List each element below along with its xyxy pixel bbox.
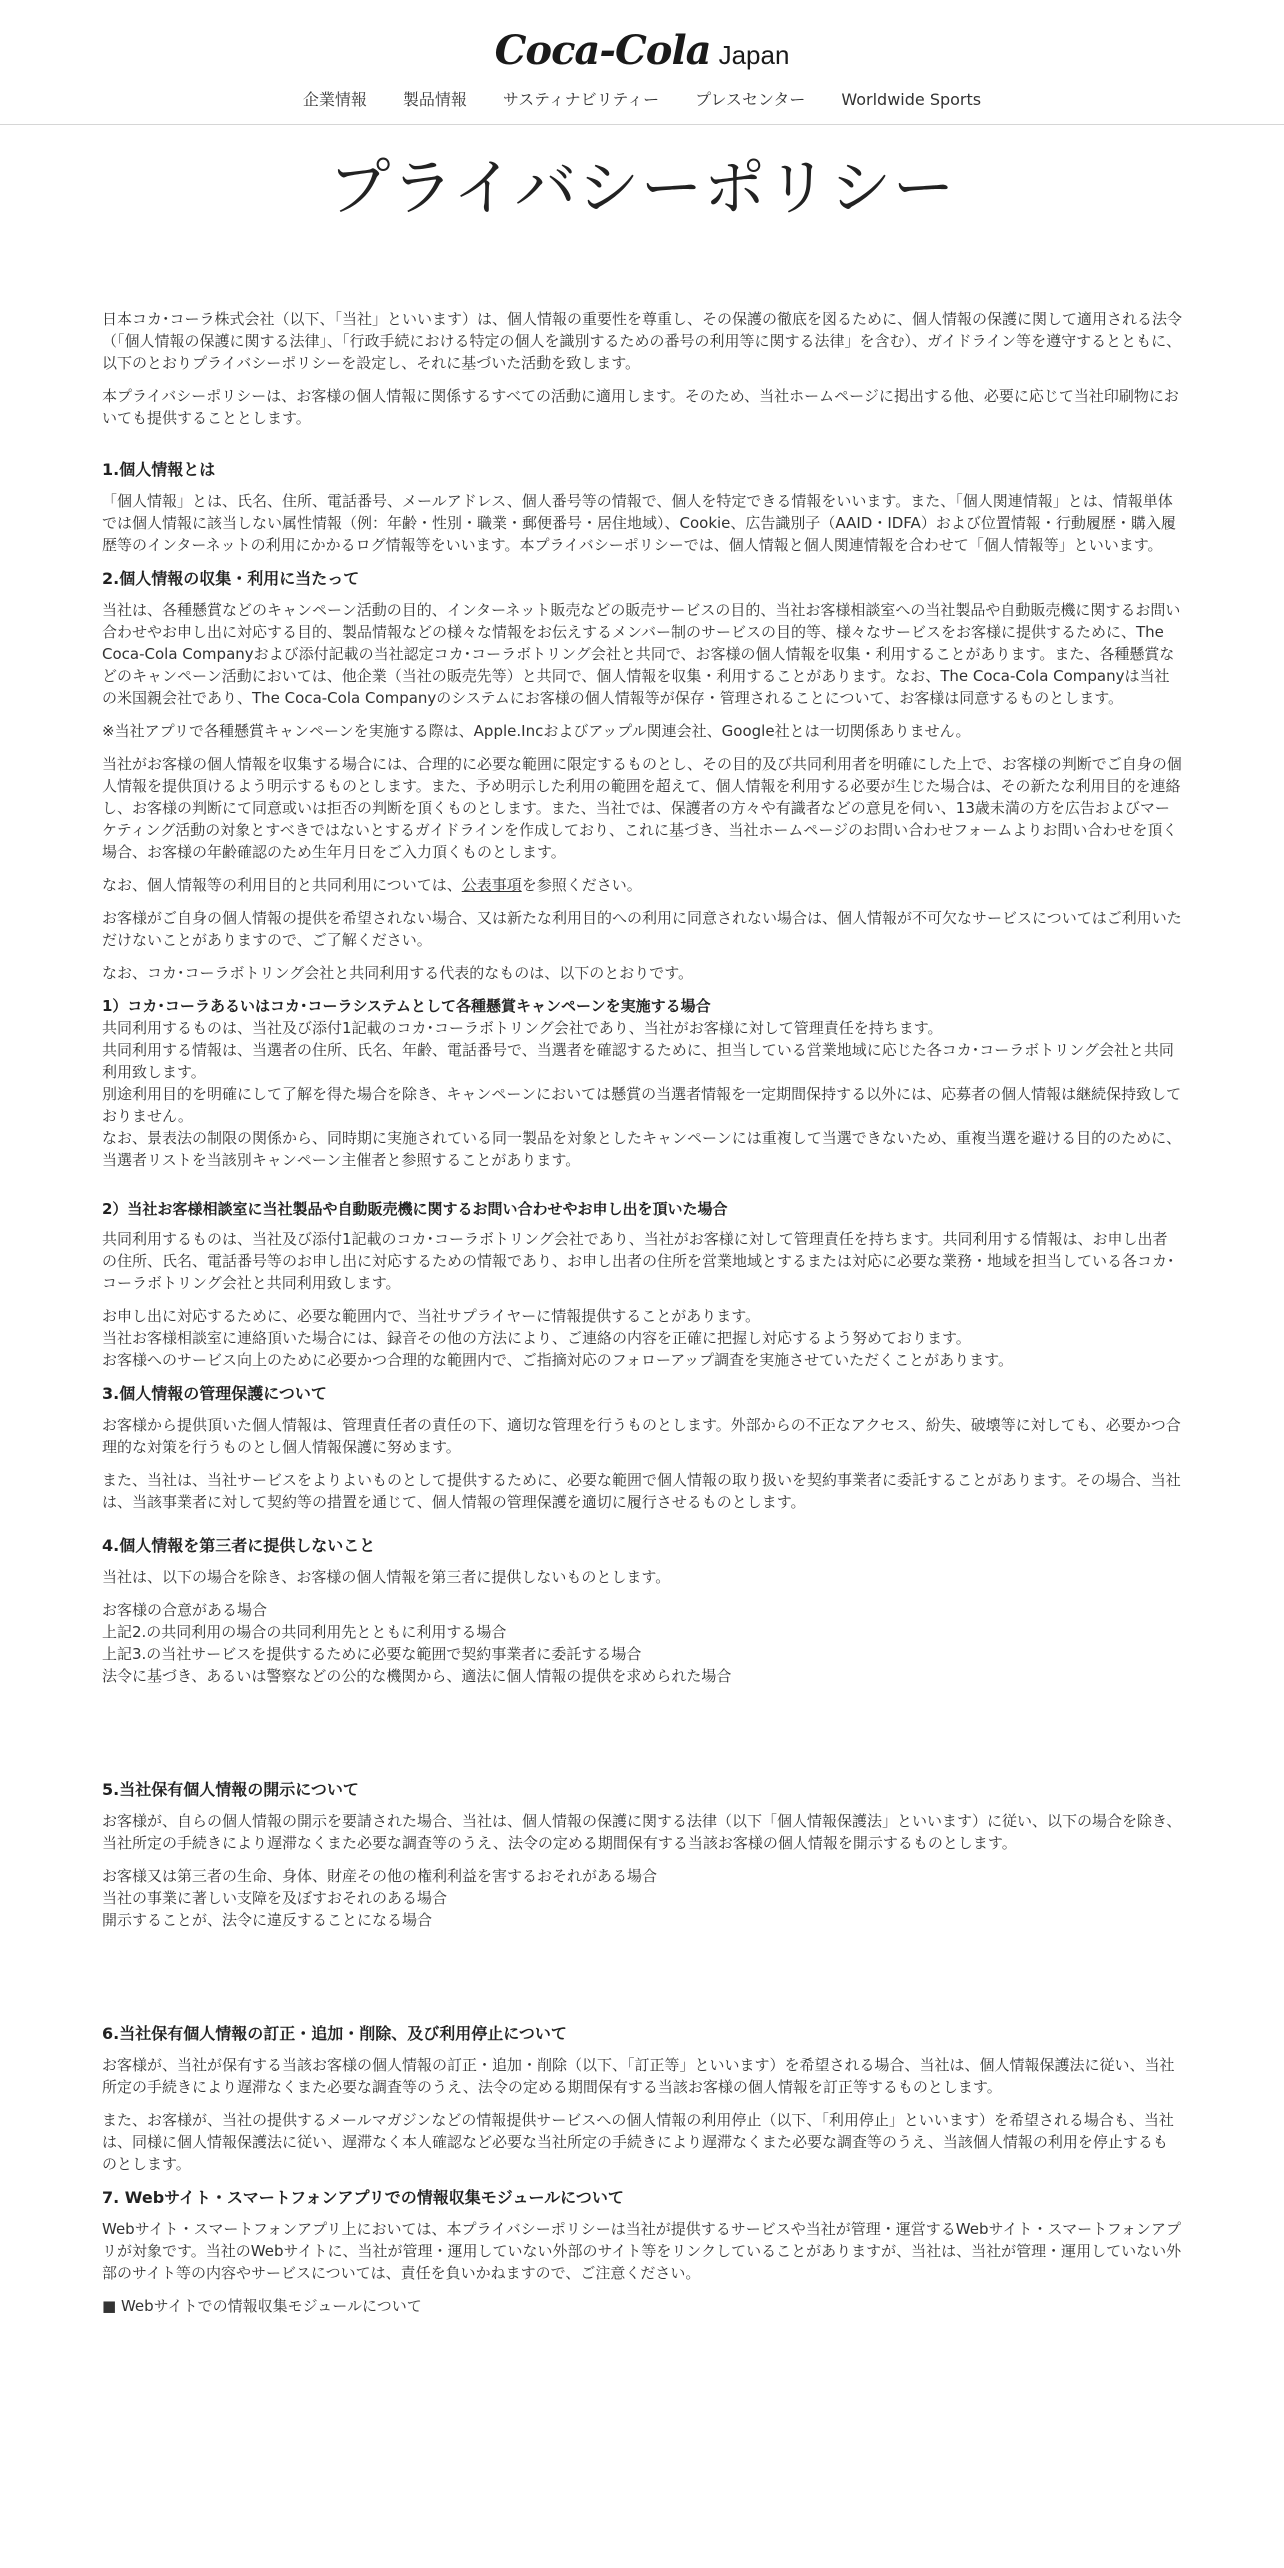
main-nav [0, 86, 1284, 116]
section-heading: 7. Webサイト・スマートフォンアプリでの情報収集モジュールについて [102, 2188, 624, 2207]
subsection-line: 当社お客様相談室に連絡頂いた場合には、録音その他の方法により、ご連絡の内容を正確に把握し対応するよう努めております。 [102, 1329, 971, 1347]
list-item: 法令に基づき、あるいは警察などの公的な機関から、適法に個人情報の提供を求められた場合 [102, 1667, 732, 1685]
nav-item-sustainability[interactable]: サスティナビリティー [502, 90, 660, 109]
nav-item-products[interactable]: 製品情報 [402, 90, 467, 109]
intro-paragraph: 日本コカ･コーラ株式会社（以下、「当社」といいます）は、個人情報の重要性を尊重し、その保護の徹底を図るために、個人情報の保護に関して適用される法令（「個人情報の保護に関する法律」、「行政手続における特定の個人を識別するための番号の利用等に関する法律」を含む）、ガイドライン等を遵守するとともに、以下のとおりプライバシーポリシーを設定し、それに基づいた活動を致します。 [102, 310, 1183, 372]
subsection-line: 別途利用目的を明確にして了解を得た場合を除き、キャンペーンにおいては懸賞の当選者情報を一定期間保持する以外には、応募者の個人情報は継続保持致しておりません。 [102, 1085, 1182, 1125]
list-item: 開示することが、法令に違反することになる場合 [102, 1911, 433, 1929]
section-paragraph: ※当社アプリで各種懸賞キャンペーンを実施する際は、Apple.Incおよびアップル関連会社、Google社とは一切関係ありません。 [102, 722, 971, 740]
condition-list [102, 1599, 1182, 1687]
list-item: 上記3.の当社サービスを提供するために必要な範囲で契約事業者に委託する場合 [102, 1645, 642, 1663]
section-heading: 2.個人情報の収集・利用に当たって [102, 569, 360, 588]
section-heading: 4.個人情報を第三者に提供しないこと [102, 1536, 376, 1555]
subsection-heading: 2）当社お客様相談室に当社製品や自動販売機に関するお問い合わせやお申し出を頂いた場合 [102, 1200, 728, 1218]
section-paragraph [102, 874, 1182, 896]
subsection-line: お客様へのサービス向上のために必要かつ合理的な範囲内で、ご指摘対応のフォローアップ調査を実施させていただくことがあります。 [102, 1351, 1013, 1369]
policy-content [102, 308, 1182, 2328]
section-paragraph: 当社は、各種懸賞などのキャンペーン活動の目的、インターネット販売などの販売サービスの目的、当社お客様相談室への当社製品や自動販売機に関するお問い合わせやお申し出に対応する目的、製品情報などの様々な情報をお伝えするメンバー制のサービスの目的等、様々なサービスをお客様に提供するために、The Coca-Cola Companyおよび添付記載の当社認定コカ･コーラボトリング会社と共同で、お客様の個人情報を収集・利用することがあります。また、各種懸賞などのキャンペーン活動においては、他企業（当社の販売先等）と共同で、個人情報を収集・利用することがあります。なお、The Coca-Cola Companyは当社の米国親会社であり、The Coca-Cola Companyのシステムにお客様の個人情報等が保存・管理されることについて、お客様は同意するものとします。 [102, 601, 1181, 707]
list-item: 当社の事業に著しい支障を及ぼすおそれのある場合 [102, 1889, 448, 1907]
section-heading: 6.当社保有個人情報の訂正・追加・削除、及び利用停止について [102, 2024, 567, 2043]
section-paragraph: 当社は、以下の場合を除き、お客様の個人情報を第三者に提供しないものとします。 [102, 1568, 671, 1586]
section-heading: 1.個人情報とは [102, 460, 216, 479]
list-item: お客様の合意がある場合 [102, 1601, 268, 1619]
section-paragraph: 「個人情報」とは、氏名、住所、電話番号、メールアドレス、個人番号等の情報で、個人を特定できる情報をいいます。また、「個人関連情報」とは、情報単体では個人情報に該当しない属性情報（例：年齢・性別・職業・郵便番号・居住地域）、Cookie、広告識別子（AAID・IDFA）および位置情報・行動履歴・購入履歴等のインターネットの利用にかかるログ情報等をいいます。本プライバシーポリシーでは、個人情報と個人関連情報を合わせて「個人情報等」といいます。 [102, 492, 1176, 554]
section-paragraph: また、お客様が、当社の提供するメールマガジンなどの情報提供サービスへの個人情報の利用停止（以下、「利用停止」といいます）を希望される場合も、当社は、同様に個人情報保護法に従い、遅滞なく本人確認など必要な当社所定の手続きにより遅滞なくまた必要な調査等のうえ、当該個人情報の利用を停止するものとします。 [102, 2111, 1174, 2173]
section-paragraph: 当社がお客様の個人情報を収集する場合には、合理的に必要な範囲に限定するものとし、その目的及び共同利用者を明確にした上で、お客様の判断でご自身の個人情報を提供頂けるよう明示するものとします。また、予め明示した利用の範囲を超えて、個人情報を利用する必要が生じた場合は、その新たな利用目的を連絡し、お客様の判断にて同意或いは拒否の判断を頂くものとします。また、当社では、保護者の方々や有識者などの意見を伺い、13歳未満の方を広告およびマーケティング活動の対象とすべきではないとするガイドラインを作成しており、これに基づき、当社ホームページのお問い合わせフォームよりお問い合わせを頂く場合、お客様の年齢確認のため生年月日をご入力頂くものとします。 [102, 755, 1182, 861]
section-paragraph: お客様が、自らの個人情報の開示を要請された場合、当社は、個人情報の保護に関する法律（以下「個人情報保護法」といいます）に従い、以下の場合を除き、当社所定の手続きにより遅滞なくまた必要な調査等のうえ、法令の定める期間保有する当該お客様の個人情報を開示するものとします。 [102, 1812, 1182, 1852]
subsection-heading: 1）コカ･コーラあるいはコカ･コーラシステムとして各種懸賞キャンペーンを実施する場合 [102, 997, 711, 1015]
subsection [102, 995, 1182, 1171]
subsection-line: なお、景表法の制限の関係から、同時期に実施されている同一製品を対象としたキャンペーンには重複して当選できないため、重複当選を避ける目的のために、当選者リストを当該別キャンペーン主催者と参照することがあります。 [102, 1129, 1182, 1169]
section-paragraph: お客様が、当社が保有する当該お客様の個人情報の訂正・追加・削除（以下、「訂正等」といいます）を希望される場合、当社は、個人情報保護法に従い、当社所定の手続きにより遅滞なくまた必要な調査等のうえ、法令の定める期間保有する当該お客様の個人情報を訂正等するものとします。 [102, 2056, 1175, 2096]
section-heading: 3.個人情報の管理保護について [102, 1384, 327, 1403]
brand-logo-link[interactable] [0, 18, 1284, 74]
subsection-line: お申し出に対応するために、必要な範囲内で、当社サプライヤーに情報提供することがあります。 [102, 1307, 761, 1325]
list-item: 上記2.の共同利用の場合の共同利用先とともに利用する場合 [102, 1623, 507, 1641]
subsection [102, 1305, 1182, 1371]
section-paragraph: お客様がご自身の個人情報の提供を希望されない場合、又は新たな利用目的への利用に同意されない場合は、個人情報が不可欠なサービスについてはご利用いただけないことがありますので、ご了解ください。 [102, 909, 1182, 949]
nav-item-press-center[interactable]: プレスセンター [695, 90, 806, 109]
brand-suffix[interactable]: Japan [718, 40, 790, 70]
public-notice-link[interactable]: 公表事項 [461, 876, 522, 894]
text-fragment: を参照ください。 [521, 876, 642, 894]
subsection-paragraph: 共同利用するものは、当社及び添付1記載のコカ･コーラボトリング会社であり、当社がお客様に対して管理責任を持ちます。共同利用する情報は、お申し出者の住所、氏名、電話番号等のお申し出に対応するための情報であり、お申し出者の住所を営業地域とするまたは対応に必要な業務・地域を担当している各コカ･コーラボトリング会社と共同利用致します。 [102, 1230, 1175, 1292]
nav-item-corporate[interactable]: 企業情報 [302, 90, 367, 109]
section-paragraph: お客様から提供頂いた個人情報は、管理責任者の責任の下、適切な管理を行うものとします。外部からの不正なアクセス、紛失、破壊等に対しても、必要かつ合理的な対策を行うものとし個人情報保護に努めます。 [102, 1416, 1181, 1456]
list-item: お客様又は第三者の生命、身体、財産その他の権利利益を害するおそれがある場合 [102, 1867, 658, 1885]
subsection-line: 共同利用するものは、当社及び添付1記載のコカ･コーラボトリング会社であり、当社がお客様に対して管理責任を持ちます。 [102, 1019, 943, 1037]
text-fragment: なお、個人情報等の利用目的と共同利用については、 [102, 876, 462, 894]
nav-item-worldwide-sports[interactable]: Worldwide Sports [841, 90, 982, 109]
subsection-line: 共同利用する情報は、当選者の住所、氏名、年齢、電話番号で、当選者を確認するために、担当している営業地域に応じた各コカ･コーラボトリング会社と共同利用致します。 [102, 1041, 1174, 1081]
page-title: プライバシーポリシー [328, 151, 956, 224]
subsection-heading: ■ Webサイトでの情報収集モジュールについて [102, 2297, 422, 2315]
section-paragraph: なお、コカ･コーラボトリング会社と共同利用する代表的なものは、以下のとおりです。 [102, 964, 694, 982]
section-paragraph: また、当社は、当社サービスをよりよいものとして提供するために、必要な範囲で個人情報の取り扱いを契約事業者に委託することがあります。その場合、当社は、当該事業者に対して契約等の措置を通じて、個人情報の管理保護を適切に履行させるものとします。 [102, 1471, 1181, 1511]
intro-paragraph: 本プライバシーポリシーは、お客様の個人情報に関係するすべての活動に適用します。そのため、当社ホームページに掲出する他、必要に応じて当社印刷物においても提供することとします。 [102, 387, 1179, 427]
condition-list [102, 1865, 1182, 1931]
site-header [0, 0, 1284, 125]
coca-cola-logo[interactable]: Coca-Cola [494, 27, 711, 74]
section-heading: 5.当社保有個人情報の開示について [102, 1780, 359, 1799]
section-paragraph: Webサイト・スマートフォンアプリ上においては、本プライバシーポリシーは当社が提供するサービスや当社が管理・運営するWebサイト・スマートフォンアプリが対象です。当社のWebサイトに、当社が管理・運用していない外部のサイト等をリンクしていることがありますが、当社は、当社が管理・運用していない外部のサイト等の内容やサービスについては、責任を負いかねますので、ご注意ください。 [102, 2220, 1182, 2282]
